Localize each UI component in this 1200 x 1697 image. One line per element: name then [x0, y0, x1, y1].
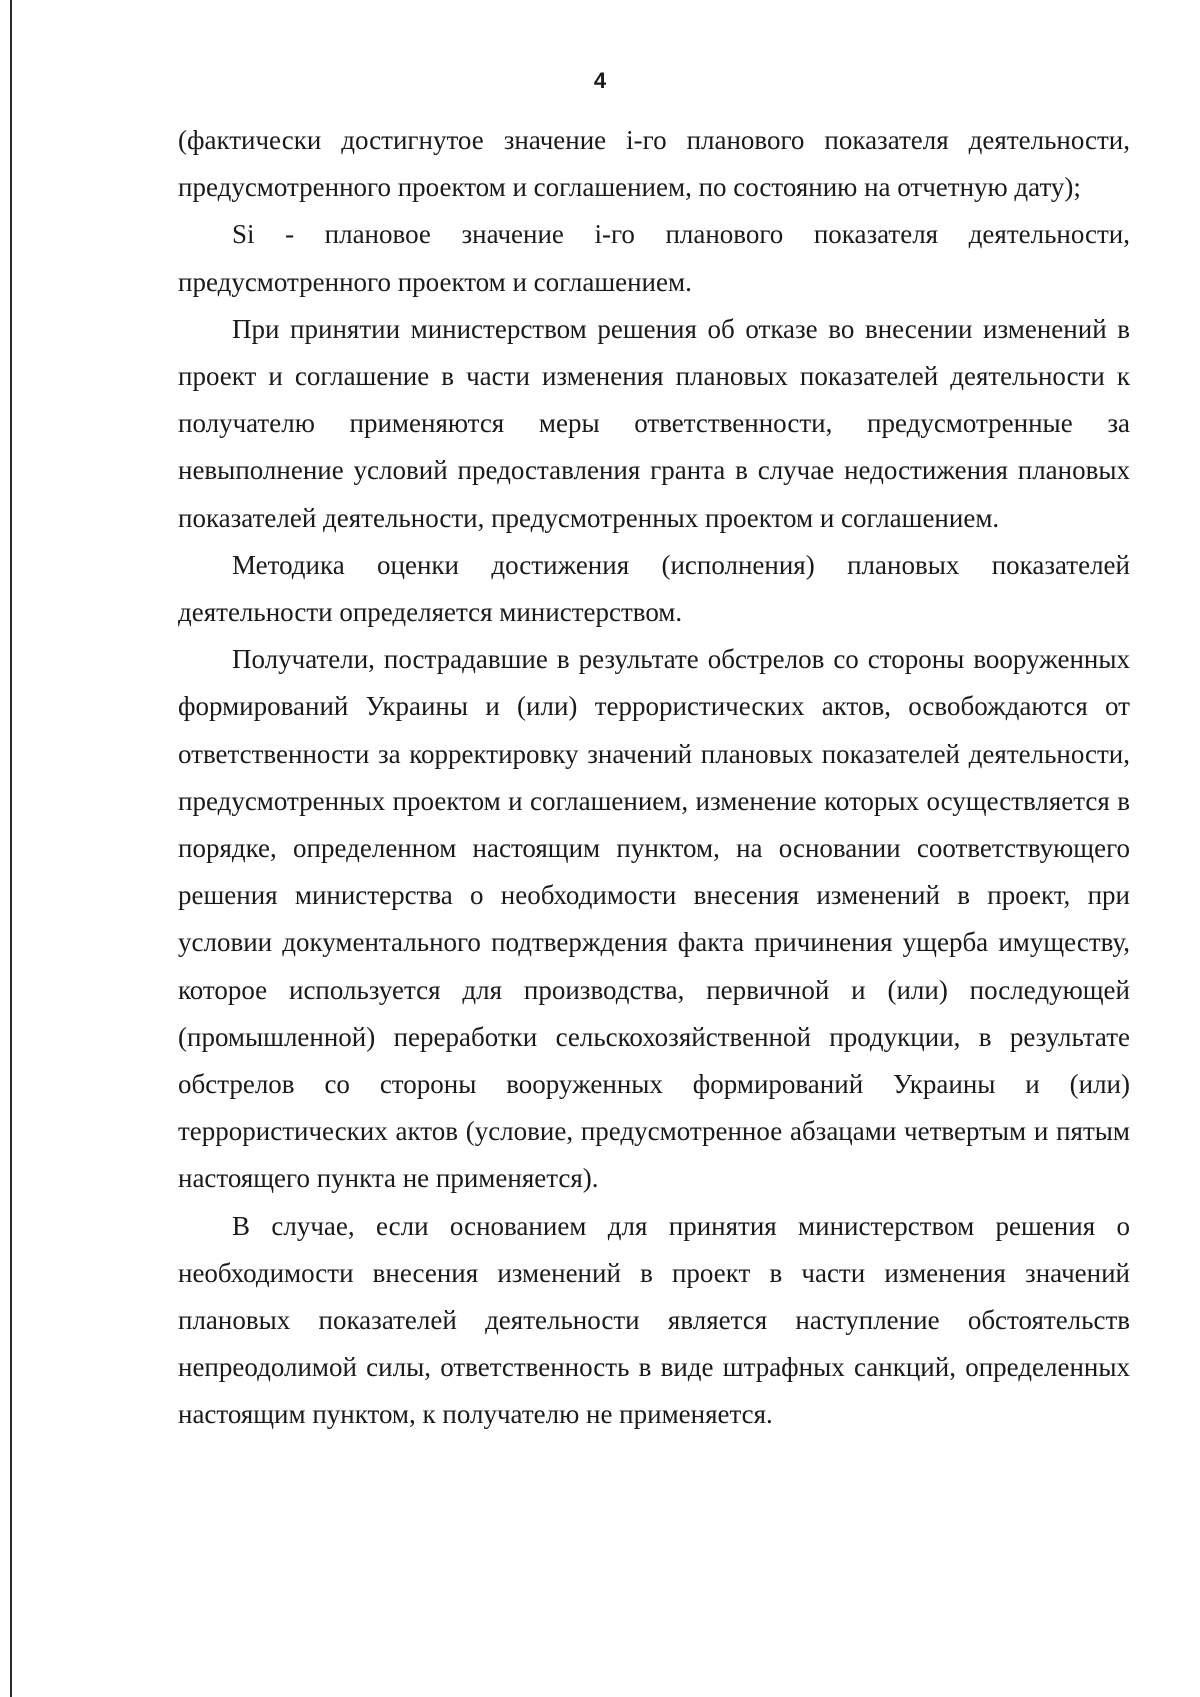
paragraph-6: В случае, если основанием для принятия министерством решения о необходимости внесения изменений в проект в части изменения значений плановых показателей деятельности является наступление обстоятельств непреодолимой силы, ответственность в виде штрафных санкций, определенных настоящим пунктом, к получателю не применяется. [178, 1210, 1130, 1430]
paragraph-1: (фактически достигнутое значение i-го планового показателя деятельности, предусмотренного проектом и соглашением, по состоянию на отчетную дату); [178, 125, 1130, 203]
paragraph-2: Si - плановое значение i-го планового показателя деятельности, предусмотренного проектом и соглашением. [178, 219, 1130, 297]
document-body [178, 117, 1130, 1439]
scan-left-edge [10, 0, 12, 1697]
paragraph-3: При принятии министерством решения об отказе во внесении изменений в проект и соглашение в части изменения плановых показателей деятельности к получателю применяются меры ответственности, предусмотренные за невыполнение условий предоставления гранта в случае недостижения плановых показателей деятельности, предусмотренных проектом и соглашением. [178, 313, 1130, 533]
paragraph-4: Методика оценки достижения (исполнения) плановых показателей деятельности определяется министерством. [178, 549, 1130, 628]
page-number: 4 [593, 68, 607, 93]
paragraph-5: Получатели, пострадавшие в результате обстрелов со стороны вооруженных формирований Украины и (или) террористических актов, освобождаются от ответственности за корректировку значений плановых показателей деятельности, предусмотренных проектом и соглашением, изменение которых осуществляется в порядке, определенном настоящим пунктом, на основании соответствующего решения министерства о необходимости внесения изменений в проект, при условии документального подтверждения факта причинения ущерба имуществу, которое используется для производства, первичной и (или) последующей (промышленной) переработки сельскохозяйственной продукции, в результате обстрелов со стороны вооруженных формирований Украины и (или) террористических актов (условие, предусмотренное абзацами четвертым и пятым настоящего пункта не применяется). [178, 644, 1130, 1194]
